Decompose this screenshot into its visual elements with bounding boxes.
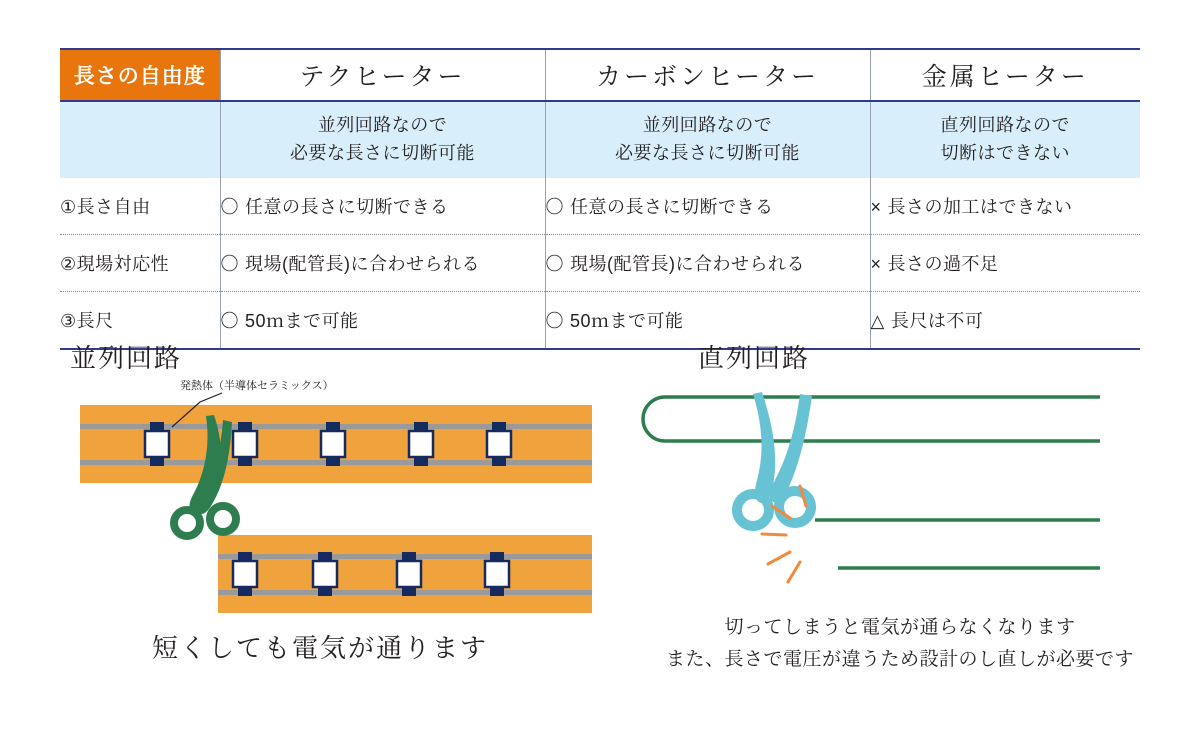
summary-metal: 直列回路なので 切断はできない (870, 101, 1140, 178)
diagram-illustration (0, 330, 1200, 750)
mark-icon: 〇 (220, 311, 239, 331)
summary-tech: 並列回路なので 必要な長さに切断可能 (220, 101, 545, 178)
table-title-cell: 長さの自由度 (60, 49, 220, 101)
serial-caption-line1: 切ってしまうと電気が通らなくなります (724, 617, 1076, 638)
summary-carbon: 並列回路なので 必要な長さに切断可能 (545, 101, 870, 178)
comparison-table (60, 48, 1140, 350)
mark-icon: × (870, 254, 882, 274)
parallel-circuit-title: 並列回路 (70, 343, 183, 373)
parallel-caption: 短くしても電気が通ります (152, 633, 489, 663)
cell-text: 50ｍまで可能 (570, 311, 684, 331)
row-1-metal (870, 178, 1140, 235)
row-1-carbon (545, 178, 870, 235)
row-2-carbon (545, 235, 870, 292)
summary-empty-cell (60, 101, 220, 178)
mark-icon: 〇 (545, 254, 564, 274)
table-row (60, 235, 1140, 292)
mark-icon: △ (870, 311, 885, 331)
diagram-area (0, 330, 1200, 750)
mark-icon: 〇 (220, 254, 239, 274)
mark-icon: × (870, 197, 882, 217)
table-header-row (60, 49, 1140, 101)
cell-text: 50ｍまで可能 (245, 311, 359, 331)
cell-text: 現場(配管長)に合わせられる (570, 254, 805, 274)
cell-text: 長さの過不足 (887, 254, 999, 274)
mark-icon: 〇 (545, 311, 564, 331)
row-2-metal (870, 235, 1140, 292)
row-label-3: ③長尺 (60, 292, 220, 350)
comparison-table-container (60, 48, 1140, 350)
cell-text: 任意の長さに切断できる (570, 197, 774, 217)
serial-circuit-title: 直列回路 (698, 343, 811, 373)
table-header-metal: 金属ヒーター (870, 49, 1140, 101)
row-label-2: ②現場対応性 (60, 235, 220, 292)
mark-icon: 〇 (545, 197, 564, 217)
cell-text: 長尺は不可 (890, 311, 984, 331)
parallel-tape-upper (80, 405, 592, 483)
mark-icon: 〇 (220, 197, 239, 217)
row-2-tech (220, 235, 545, 292)
table-header-tech: テクヒーター (220, 49, 545, 101)
table-header-carbon: カーボンヒーター (545, 49, 870, 101)
cell-text: 長さの加工はできない (887, 197, 1073, 217)
cell-text: 現場(配管長)に合わせられる (245, 254, 480, 274)
heating-element-annotation: 発熱体（半導体セラミックス） (180, 380, 334, 392)
serial-caption-line2: また、長さで電圧が違うため設計のし直しが必要です (665, 649, 1134, 671)
table-row (60, 178, 1140, 235)
table-summary-row (60, 101, 1140, 178)
row-label-1: ①長さ自由 (60, 178, 220, 235)
cell-text: 任意の長さに切断できる (245, 197, 449, 217)
parallel-tape-lower (218, 535, 592, 613)
row-1-tech (220, 178, 545, 235)
serial-wire (643, 397, 1100, 568)
